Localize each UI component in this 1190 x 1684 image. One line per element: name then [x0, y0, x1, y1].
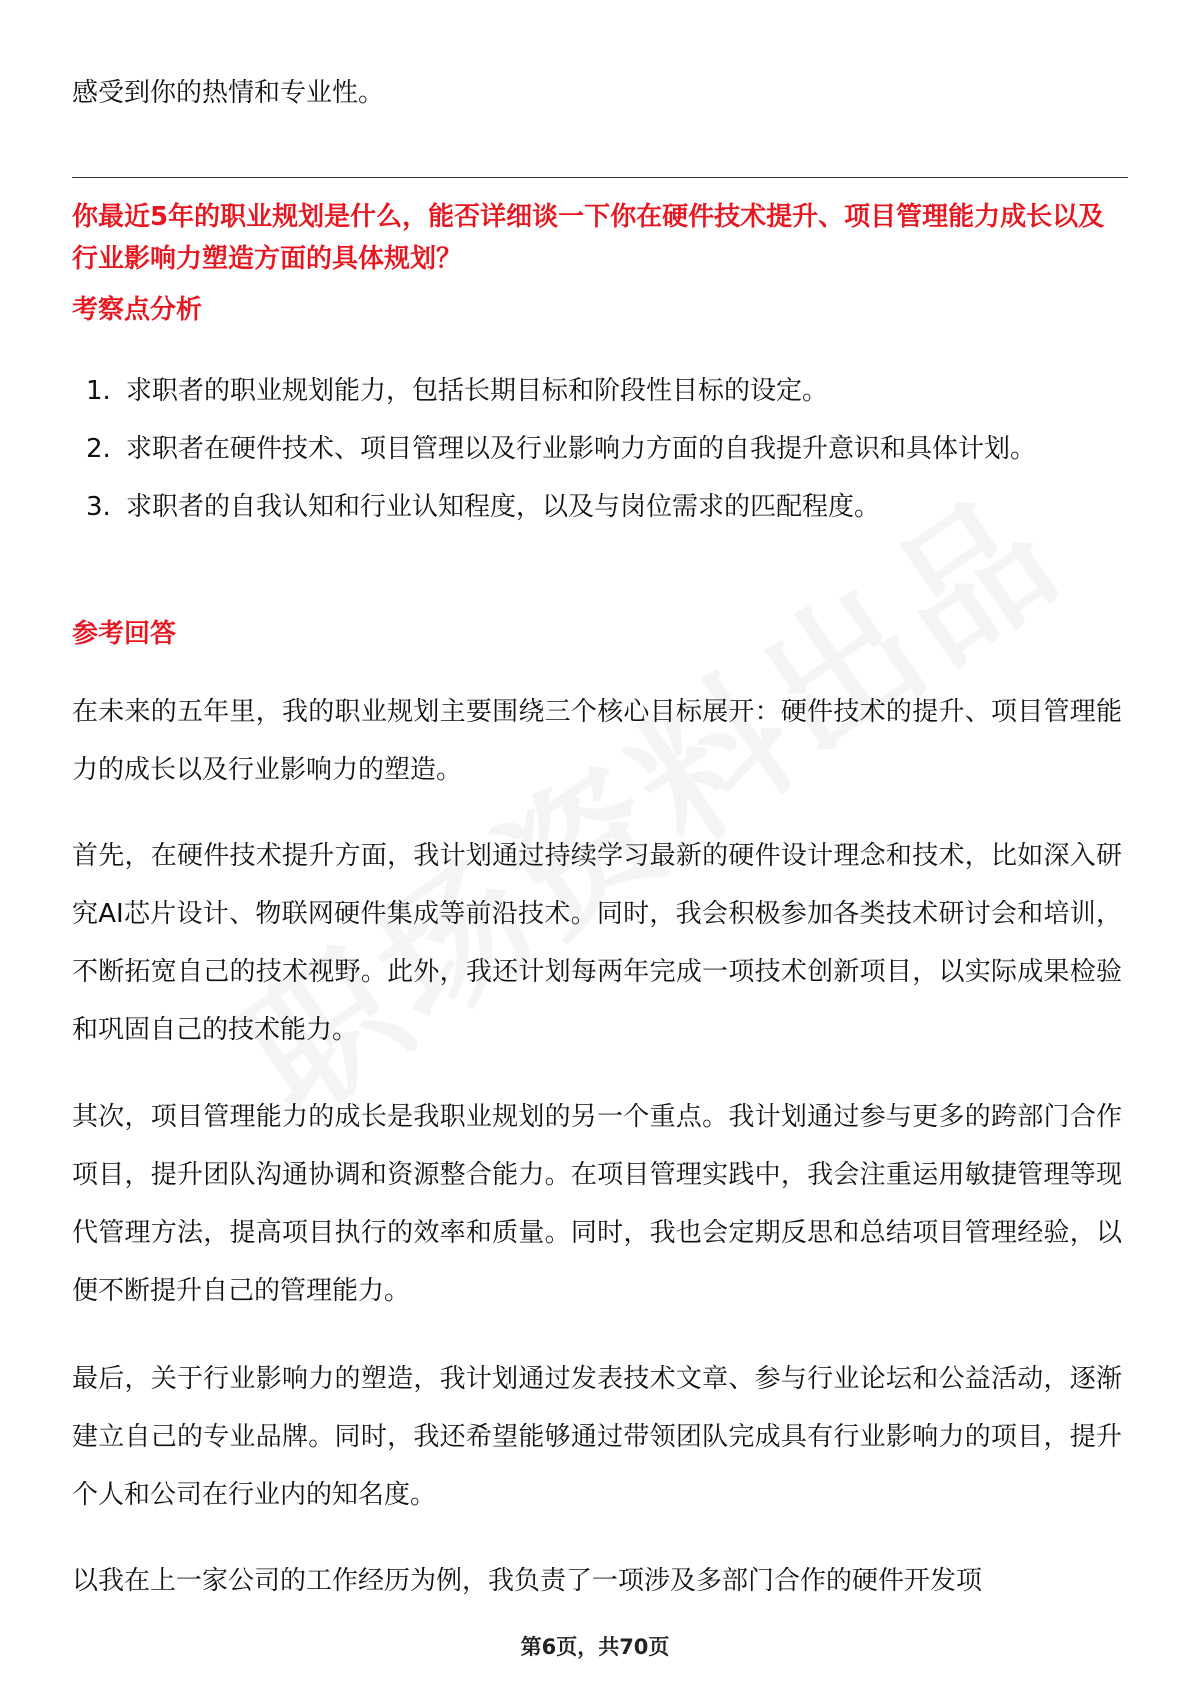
- point-number: 1.: [86, 376, 111, 406]
- answer-paragraph: 以我在上一家公司的工作经历为例，我负责了一项涉及多部门合作的硬件开发项: [72, 1566, 983, 1596]
- point-number: 2.: [86, 434, 111, 464]
- answer-paragraph: 首先，在硬件技术提升方面，我计划通过持续学习最新的硬件设计理念和技术，比如深入研究AI芯片设计、物联网硬件集成等前沿技术。同时，我会积极参加各类技术研讨会和培训，不断拓宽自己的技术视野。此外，我还计划每两年完成一项技术创新项目，以实际成果检验和巩固自己的技术能力。: [72, 841, 1122, 1045]
- analysis-point: [72, 362, 1128, 420]
- analysis-point: [72, 420, 1128, 478]
- point-text: 求职者的职业规划能力，包括长期目标和阶段性目标的设定。: [126, 376, 829, 406]
- point-text: 求职者的自我认知和行业认知程度，以及与岗位需求的匹配程度。: [126, 492, 881, 522]
- previous-answer-tail: 感受到你的热情和专业性。: [72, 78, 385, 108]
- analysis-point: [72, 478, 1128, 536]
- answer-heading: 参考回答: [72, 619, 177, 649]
- point-number: 3.: [86, 492, 111, 522]
- point-text: 求职者在硬件技术、项目管理以及行业影响力方面的自我提升意识和具体计划。: [126, 434, 1037, 464]
- interview-question: 你最近5年的职业规划是什么，能否详细谈一下你在硬件技术提升、项目管理能力成长以及行业影响力塑造方面的具体规划？: [72, 202, 1105, 274]
- section-divider: [72, 177, 1128, 178]
- page-number-footer: 第6页，共70页: [520, 1635, 670, 1659]
- analysis-heading: 考察点分析: [72, 295, 203, 325]
- analysis-points-list: [72, 362, 1128, 536]
- answer-paragraph: 其次，项目管理能力的成长是我职业规划的另一个重点。我计划通过参与更多的跨部门合作项目，提升团队沟通协调和资源整合能力。在项目管理实践中，我会注重运用敏捷管理等现代管理方法，提高项目执行的效率和质量。同时，我也会定期反思和总结项目管理经验，以便不断提升自己的管理能力。: [72, 1102, 1122, 1306]
- answer-paragraph: 最后，关于行业影响力的塑造，我计划通过发表技术文章、参与行业论坛和公益活动，逐渐建立自己的专业品牌。同时，我还希望能够通过带领团队完成具有行业影响力的项目，提升个人和公司在行业内的知名度。: [72, 1364, 1122, 1510]
- answer-paragraph: 在未来的五年里，我的职业规划主要围绕三个核心目标展开：硬件技术的提升、项目管理能力的成长以及行业影响力的塑造。: [72, 697, 1122, 785]
